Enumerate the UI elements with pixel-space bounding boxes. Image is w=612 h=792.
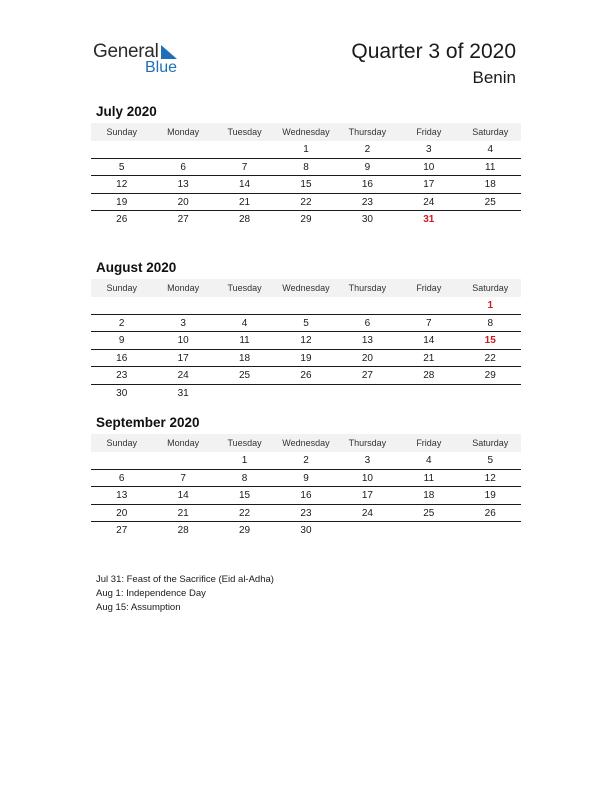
day-cell xyxy=(398,297,459,314)
day-cell: 22 xyxy=(484,352,496,364)
day-cell: 13 xyxy=(177,179,189,190)
day-cell: 12 xyxy=(116,179,128,190)
day-cell: 19 xyxy=(300,352,312,364)
day-cell xyxy=(275,297,336,314)
day-cell: 24 xyxy=(423,196,435,208)
week-row xyxy=(91,522,521,540)
day-cell: 1 xyxy=(241,455,248,466)
day-cell xyxy=(214,297,275,314)
weekday-label: Wednesday xyxy=(282,283,330,293)
day-cell: 3 xyxy=(180,317,186,329)
day-cell: 9 xyxy=(118,335,125,346)
weekday-header xyxy=(91,434,521,452)
day-cell: 5 xyxy=(303,317,309,329)
day-cell: 31 xyxy=(177,387,189,399)
day-cell: 15 xyxy=(300,179,312,190)
weekday-header xyxy=(91,279,521,297)
day-cell: 1 xyxy=(303,144,309,155)
day-cell: 17 xyxy=(177,352,189,364)
week-row xyxy=(91,315,521,333)
day-cell: 15 xyxy=(484,335,496,346)
day-cell: 20 xyxy=(116,507,128,519)
logo-blue-text: Blue xyxy=(145,59,178,76)
day-cell: 20 xyxy=(361,352,373,364)
weekday-label: Wednesday xyxy=(282,438,330,448)
country-name: Benin xyxy=(472,68,516,87)
day-cell xyxy=(152,141,213,158)
week-row xyxy=(91,487,521,505)
day-cell: 28 xyxy=(238,214,251,225)
logo-general-text: General xyxy=(93,41,159,62)
day-cell: 11 xyxy=(239,335,250,346)
day-cell: 22 xyxy=(238,507,251,519)
day-cell: 11 xyxy=(423,472,435,484)
weekday-label: Friday xyxy=(416,283,442,293)
weekday-label: Thursday xyxy=(348,283,387,293)
day-cell: 29 xyxy=(484,370,496,381)
weekday-label: Saturday xyxy=(472,283,509,293)
day-cell: 23 xyxy=(300,507,312,519)
holiday-note: Aug 1: Independence Day xyxy=(96,588,206,599)
day-cell: 12 xyxy=(300,335,312,346)
day-cell xyxy=(337,385,398,403)
week-row xyxy=(91,505,521,523)
day-cell: 15 xyxy=(238,490,251,501)
day-cell xyxy=(398,522,459,540)
day-cell: 19 xyxy=(116,196,128,208)
day-cell: 9 xyxy=(364,161,371,173)
weekday-label: Monday xyxy=(167,438,200,448)
day-cell: 2 xyxy=(364,144,371,155)
day-cell: 1 xyxy=(487,300,494,311)
day-cell: 25 xyxy=(423,507,435,519)
week-row xyxy=(91,367,521,385)
day-cell: 4 xyxy=(241,317,248,329)
week-row xyxy=(91,470,521,488)
day-cell: 31 xyxy=(423,214,435,225)
day-cell xyxy=(91,452,152,469)
week-row xyxy=(91,350,521,368)
day-cell: 19 xyxy=(484,490,496,501)
week-rows xyxy=(91,141,521,229)
day-cell: 25 xyxy=(484,196,496,208)
day-cell: 21 xyxy=(238,196,251,208)
day-cell: 28 xyxy=(177,525,189,536)
day-cell: 6 xyxy=(180,161,186,173)
day-cell xyxy=(460,211,521,229)
day-cell: 10 xyxy=(361,472,373,484)
day-cell xyxy=(275,385,336,403)
day-cell: 30 xyxy=(116,387,128,399)
day-cell: 14 xyxy=(177,490,189,501)
day-cell: 27 xyxy=(116,525,128,536)
weekday-header xyxy=(91,123,521,141)
day-cell: 18 xyxy=(423,490,435,501)
day-cell xyxy=(460,522,521,540)
week-rows xyxy=(91,452,521,540)
day-cell: 26 xyxy=(116,214,128,225)
day-cell: 26 xyxy=(300,370,312,381)
day-cell: 5 xyxy=(487,455,494,466)
week-row xyxy=(91,194,521,212)
day-cell: 17 xyxy=(423,179,435,190)
day-cell: 6 xyxy=(364,317,371,329)
day-cell: 4 xyxy=(487,144,494,155)
weekday-label: Friday xyxy=(416,127,442,137)
day-cell xyxy=(214,141,275,158)
weekday-label: Tuesday xyxy=(227,283,262,293)
month-title: August 2020 xyxy=(96,260,177,275)
day-cell xyxy=(398,385,459,403)
day-cell: 20 xyxy=(177,196,189,208)
weekday-label: Friday xyxy=(416,438,442,448)
day-cell: 27 xyxy=(177,214,189,225)
weekday-label: Monday xyxy=(167,283,200,293)
weekday-label: Sunday xyxy=(106,283,137,293)
day-cell: 7 xyxy=(241,161,248,173)
weekday-label: Sunday xyxy=(106,127,137,137)
day-cell xyxy=(214,385,275,403)
day-cell xyxy=(91,297,152,314)
day-cell: 10 xyxy=(423,161,435,173)
week-row xyxy=(91,452,521,470)
weekday-label: Saturday xyxy=(472,438,509,448)
day-cell: 8 xyxy=(487,317,494,329)
day-cell xyxy=(337,522,398,540)
weekday-label: Monday xyxy=(167,127,200,137)
week-row xyxy=(91,176,521,194)
day-cell: 29 xyxy=(238,525,251,536)
day-cell: 3 xyxy=(364,455,371,466)
day-cell: 17 xyxy=(361,490,373,501)
day-cell: 13 xyxy=(116,490,128,501)
week-row xyxy=(91,332,521,350)
weekday-label: Tuesday xyxy=(227,438,262,448)
day-cell: 4 xyxy=(426,455,432,466)
holiday-note: Jul 31: Feast of the Sacrifice (Eid al-Adha) xyxy=(96,574,274,585)
day-cell: 30 xyxy=(361,214,373,225)
day-cell: 24 xyxy=(361,507,373,519)
weekday-label: Thursday xyxy=(348,438,387,448)
day-cell: 13 xyxy=(361,335,373,346)
day-cell: 18 xyxy=(238,352,251,364)
holiday-note: Aug 15: Assumption xyxy=(96,602,181,613)
day-cell: 29 xyxy=(300,214,312,225)
day-cell: 14 xyxy=(423,335,435,346)
day-cell: 9 xyxy=(303,472,309,484)
day-cell: 18 xyxy=(484,179,496,190)
day-cell: 23 xyxy=(116,370,128,381)
week-row xyxy=(91,211,521,229)
day-cell: 16 xyxy=(300,490,312,501)
weekday-label: Sunday xyxy=(106,438,137,448)
day-cell: 10 xyxy=(177,335,189,346)
weekday-label: Saturday xyxy=(472,127,509,137)
day-cell: 30 xyxy=(300,525,312,536)
day-cell: 16 xyxy=(116,352,128,364)
day-cell: 3 xyxy=(426,144,432,155)
weekday-label: Tuesday xyxy=(227,127,262,137)
month-title: September 2020 xyxy=(96,415,200,430)
day-cell xyxy=(152,297,213,314)
day-cell xyxy=(152,452,213,469)
day-cell: 8 xyxy=(303,161,309,173)
quarter-title: Quarter 3 of 2020 xyxy=(351,40,516,63)
month-title: July 2020 xyxy=(96,104,157,119)
day-cell: 8 xyxy=(241,472,248,484)
week-rows xyxy=(91,297,521,402)
day-cell: 23 xyxy=(361,196,373,208)
day-cell: 21 xyxy=(423,352,435,364)
day-cell: 27 xyxy=(361,370,373,381)
day-cell: 22 xyxy=(300,196,312,208)
day-cell: 12 xyxy=(484,472,496,484)
weekday-label: Thursday xyxy=(348,127,387,137)
day-cell: 5 xyxy=(118,161,125,173)
day-cell xyxy=(91,141,152,158)
week-row xyxy=(91,141,521,159)
day-cell: 14 xyxy=(238,179,251,190)
week-row xyxy=(91,159,521,177)
day-cell: 2 xyxy=(118,317,125,329)
day-cell xyxy=(460,385,521,403)
day-cell xyxy=(337,297,398,314)
day-cell: 26 xyxy=(484,507,496,519)
day-cell: 11 xyxy=(485,161,496,173)
logo-triangle-icon xyxy=(161,45,177,59)
day-cell: 6 xyxy=(118,472,125,484)
day-cell: 24 xyxy=(177,370,189,381)
weekday-label: Wednesday xyxy=(282,127,330,137)
holiday-notes xyxy=(96,573,274,615)
day-cell: 28 xyxy=(423,370,435,381)
day-cell: 7 xyxy=(180,472,186,484)
logo xyxy=(93,40,193,80)
day-cell: 25 xyxy=(238,370,251,381)
day-cell: 16 xyxy=(361,179,373,190)
day-cell: 21 xyxy=(177,507,189,519)
week-row xyxy=(91,297,521,315)
day-cell: 2 xyxy=(303,455,309,466)
week-row xyxy=(91,385,521,403)
day-cell: 7 xyxy=(426,317,432,329)
